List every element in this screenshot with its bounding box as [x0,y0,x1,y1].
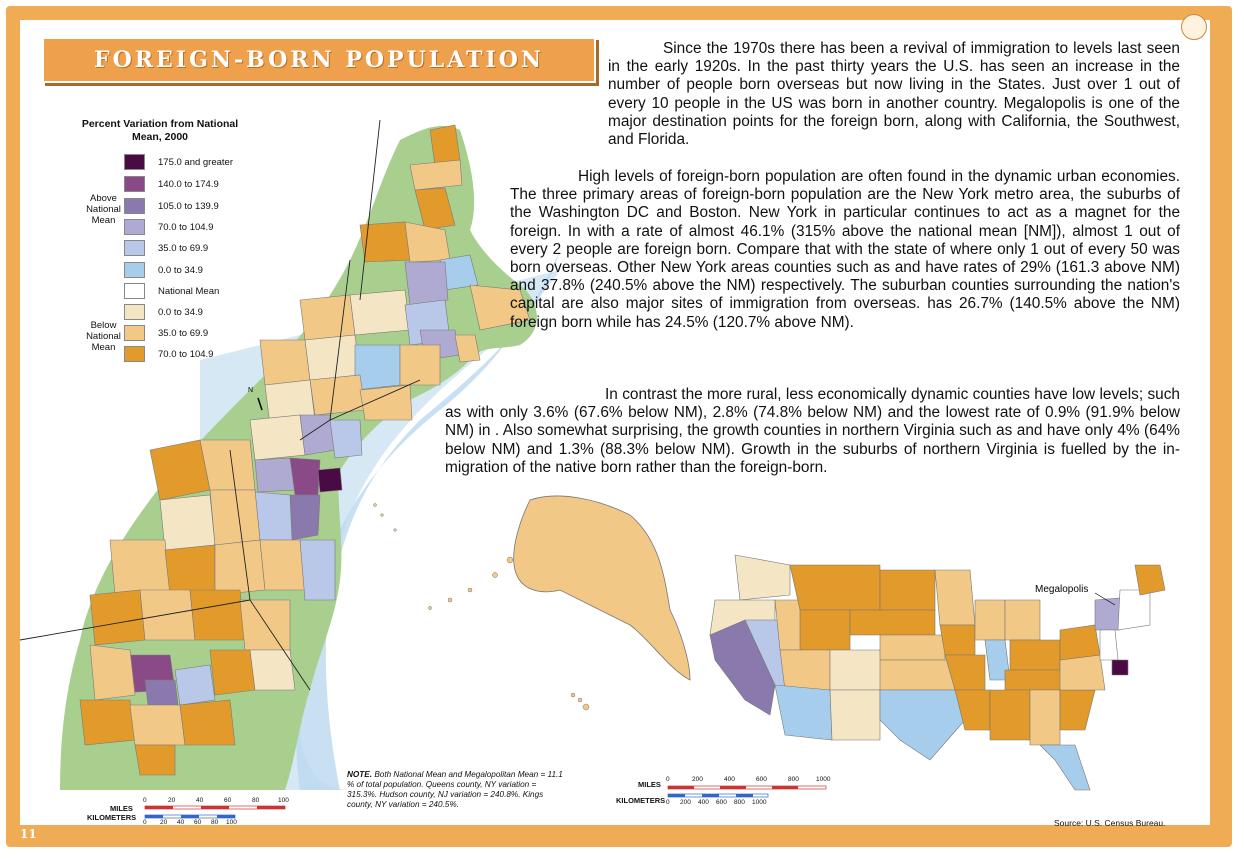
inset-megalopolis-label: Megalopolis [1035,584,1089,595]
legend-swatch [124,283,145,299]
note-text: Both National Mean and Megalopolitan Mean = 11.1 % of total population. Queens county, NY variation = 315.3%. Hudson county, NJ variation = 240.8%. Kings county, NY variation = 240.5%. [347,770,563,809]
legend-swatch [124,154,145,170]
body-paragraph-2: High levels of foreign-born population are often found in the dynamic urban economies. The three primary areas of foreign-born population are the New York metro area, the suburbs of the Washington DC and Boston. New York in particular continues to act as a magnet for the foreign. In with a rate of almost 46.1% (315% above the national mean [NM]), almost 1 out of every 2 people are foreign born. Compare that with the state of where only 1 out of every 50 was born overseas. Other New York areas counties such as and have rates of 29% (161.3 above NM) and 37.8% (240.5% above the NM) respectively. The suburban counties surrounding the nation's capital are also major sites of immigration from overseas. has 26.7% (140.5% above the NM) foreign born while has 24.5% (120.7% above NM). [510,168,1180,331]
legend-swatch [124,325,145,341]
legend-below-label: Below National Mean [86,320,121,353]
body-paragraph-1: Since the 1970s there has been a revival of immigration to levels last seen in the early 1920s. In the past thirty years the U.S. has seen an increase in the number of people born overseas but now living in the States. Just over 1 out of every 10 people in the US was born in another country. Megalopolis is one of the major destination points for the foreign born, along with California, the Southwest, and Florida. [608,40,1180,149]
section-label: Population [1189,629,1208,721]
legend-swatch [124,176,145,192]
regional-miles-tick: 20 [168,797,176,804]
legend-item: 175.0 and greater [124,154,233,170]
regional-miles-tick: 80 [252,797,260,804]
regional-km-tick: 0 [143,819,147,826]
legend-swatch [124,240,145,256]
section-tab [1186,625,1210,725]
legend-swatch [124,304,145,320]
alaska-shape [514,496,690,680]
national-miles-tick: 400 [724,776,735,783]
title-banner [42,37,596,83]
legend-item: 0.0 to 34.9 [124,262,203,278]
national-miles-tick: 600 [756,776,767,783]
north-label: N [248,387,254,394]
body-paragraph-3: In contrast the more rural, less economically dynamic counties have low levels; such as with only 3.6% (67.6% below NM), 2.8% (74.8% below NM) and the lowest rate of 0.9% (91.9% below NM) in . Also somewhat surprising, the growth counties in northern Virginia such as and have only 4% (64% below NM) and 1.3% (88.3% below NM). Growth in the suburbs of northern Virginia is fuelled by the in-migration of the native born rather than the foreign-born. [445,386,1180,476]
regional-scale-bars [145,806,285,818]
legend-item: 105.0 to 139.9 [124,198,219,214]
aleutian-islands [374,504,514,610]
regional-km-tick: 20 [160,819,168,826]
map-note [347,770,567,810]
regional-miles-tick: 60 [224,797,232,804]
regional-km-tick: 60 [194,819,202,826]
national-km-tick: 400 [698,799,709,806]
national-miles-label: MILES [638,780,661,789]
hawaii-islands [571,693,589,710]
note-lead: NOTE. [347,770,373,779]
national-km-tick: 200 [680,799,691,806]
regional-km-label: KILOMETERS [87,813,137,822]
page-title: FOREIGN-BORN POPULATION [93,47,545,73]
legend-item: 35.0 to 69.9 [124,240,208,256]
regional-miles-tick: 100 [278,797,289,804]
national-km-tick: 0 [666,799,670,806]
legend-item: 35.0 to 69.9 [124,325,208,341]
legend-swatch [124,198,145,214]
national-km-tick: 600 [716,799,727,806]
national-scale-bars [668,786,826,797]
national-km-label: KILOMETERS [616,796,666,805]
national-miles-tick: 200 [692,776,703,783]
national-miles-tick: 0 [666,776,670,783]
legend-item: 140.0 to 174.9 [124,176,219,192]
page-number: 11 [20,827,37,841]
source-credit: Source: U.S. Census Bureau. [1054,818,1166,828]
regional-miles-label: MILES [110,804,133,813]
legend-item: 0.0 to 34.9 [124,304,203,320]
national-km-tick: 1000 [752,799,767,806]
regional-miles-tick: 0 [143,797,147,804]
legend-item: 70.0 to 104.9 [124,219,213,235]
usa-inset [710,555,1165,790]
legend-title: Percent Variation from National Mean, 2000 [81,118,239,143]
legend-above-label: Above National Mean [86,193,121,226]
national-km-tick: 800 [734,799,745,806]
regional-miles-tick: 40 [196,797,204,804]
legend-swatch [124,262,145,278]
national-miles-tick: 800 [788,776,799,783]
regional-km-tick: 100 [226,819,237,826]
legend-swatch [124,219,145,235]
regional-km-tick: 40 [177,819,185,826]
regional-km-tick: 80 [211,819,219,826]
legend-swatch [124,346,145,362]
legend-item: 70.0 to 104.9 [124,346,213,362]
national-miles-tick: 1000 [816,776,831,783]
legend-item: National Mean [124,283,219,299]
